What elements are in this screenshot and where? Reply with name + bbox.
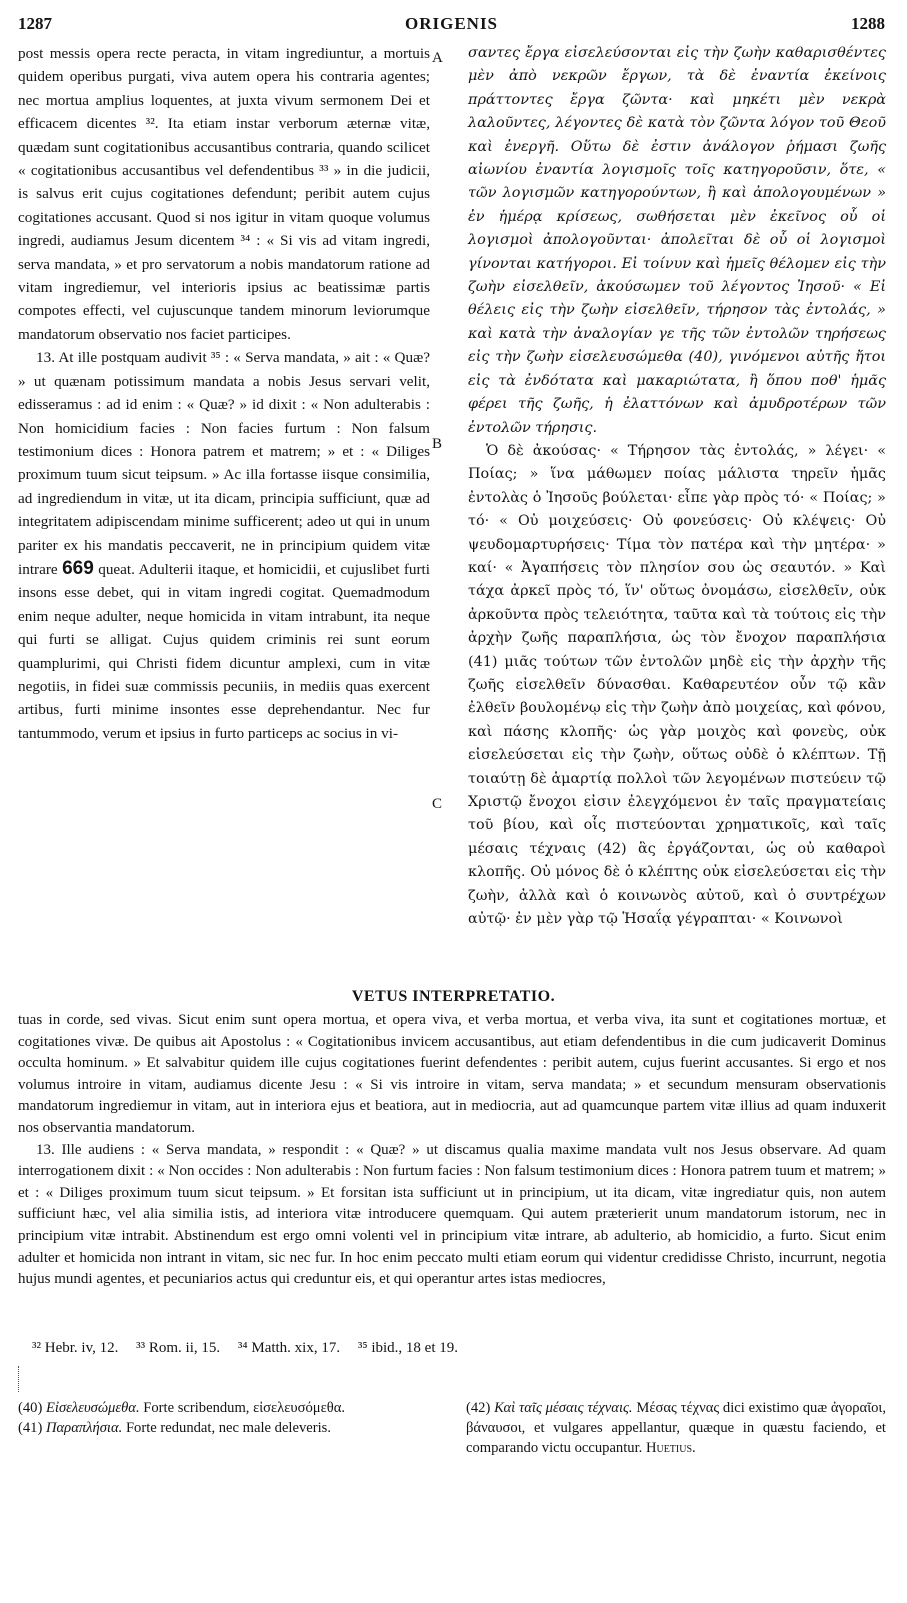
note-42-label: (42) [466,1400,491,1416]
latin-paragraph-2-end: queat. Adulterii itaque, et homicidii, et cujuslibet furti insons esse debet, qui in vitam ingredi cogitat. Quemadmodum enim neque adulter, neque homicida in vitam intrabunt, ita neque qui furti se alligat. Cujus quidem criminis rei sunt eorum quamplurimi, qui Christi fidem dicuntur amplexi, cum in vitæ negotiis, in fidei suæ commissis pecuniis, in mediis quas exercent artibus, furti minime insontes esse deprehendantur. Nec fur tantummodo, verum et ipsius in furto particeps ac socius in vi- [18,560,430,742]
latin-column [18,42,430,745]
reference-32: ³² Hebr. iv, 12. [32,1340,119,1356]
vetus-paragraph-2: 13. Ille audiens : « Serva mandata, » respondit : « Quæ? » ut discamus qualia maxime mandata vult nos Jesus observare. Ad quam interrogationem dixit : « Non occides : Non adulterabis : Non furtum facies : Non falsum testimonium dices : Honora patrem tuum et matrem; » et : « Diliges proximum tuum sicut teipsum. » Et forsitan ista sufficiunt ut in principium, ut ita dicam, vitæ ingrediatur quis, non autem sufficiunt hæc, vel alia similia istis, ad interiora vitæ introducere quemquam. Qui autem præterierit unum mandatorum istorum, nec in principium vitæ intrabit. Abstinendum est ergo omni volenti vel in principium vitæ intrare, ab adulterio, ab homicidio, a furto. Sicut enim adulter et homicida non intrant in vitam, sic nec fur. In hoc enim peccato multi etiam eorum qui videntur credidisse Christo, incurrunt, negotia hujus mundi agentes, et pecuniarios actus qui creduntur eis, et qui operantur artes istas mediocres, [18,1141,886,1288]
note-41-label: (41) [18,1420,43,1436]
margin-marker-b: B [432,436,443,452]
margin-marker-c: C [432,796,443,812]
page-header [18,14,885,38]
page-number-right: 1288 [851,14,885,33]
note-40 [18,1398,433,1418]
note-40-label: (40) [18,1400,43,1416]
vetus-paragraph-1: tuas in corde, sed vivas. Sicut enim sunt opera mortua, et opera viva, et verba mortua, et verba viva, ita sunt et cogitationes mortuæ, et cogitationes vivæ. De quibus ait Apostolus : « Cogitationibus invicem accusantibus, aut etiam defendentibus in die cum judicaverit Dominus occulta hominum. » Et salvabitur quidem ille cujus cogitationes fuerint defendentes : peribit autem, cujus fuerint accusantes. Si ergo et nos volumus introire in vitam, audiamus dicente Jesu : « Si vis introire in vitam, serva mandata; » et secundum mensuram observationis mandatorum ingrediemur in vitam, aut in interiora ejus et beatiora, aut in mediocria, aut ad quamcunque partem vitæ illius ad quam induxerit nos observantia mandatorum. [18,1012,886,1136]
reference-33: ³³ Rom. ii, 15. [136,1340,221,1356]
note-40-term: Εἰσελευσώμεθα. [45,1400,140,1416]
margin-rule [18,1366,20,1392]
vetus-interpretatio-heading: VETUS INTERPRETATIO. [351,988,556,1005]
note-41-text: Forte redundat, nec male deleveris. [125,1420,331,1436]
note-42-author: Huetius. [645,1440,696,1456]
note-40-text: Forte scribendum, εἰσελευσόμεθα. [143,1400,345,1416]
note-41-term: Παραπλήσια. [45,1420,123,1436]
reference-35: ³⁵ ibid., 18 et 19. [357,1340,458,1356]
scripture-references [32,1340,892,1357]
greek-paragraph-1: σαντες ἔργα εἰσελεύσονται εἰς τὴν ζωὴν καθαρισθέντες μὲν ἀπὸ νεκρῶν ἔργων, τὰ δὲ ἐναντία ἐκείνοις πράττοντες ἔργα ζῶντα· καὶ μηκέτι μὲν νεκρὰ λαλοῦντες, λέγοντες δὲ κατὰ τὸν ζῶντα λόγον τοῦ Θεοῦ καὶ ἐνεργῆ. Οὕτω δὲ ἐστιν ἀνάλογον ῥήμασι ζωῆς αἰωνίου ἐναντία λογισμοῖς τοῖς κατηγοροῦσιν, ὅτε, « τῶν λογισμῶν κατηγορούντων, ἢ καὶ ἀπολογουμένων » ἐν ἡμέρᾳ κρίσεως, σωθήσεται μὲν ἐκεῖνος οὗ οἱ λογισμοὶ ἀπολογοῦνται· ἀπολεῖται δὲ οὗ οἱ λογισμοὶ γίνονται κατήγοροι. Εἰ τοίνυν καὶ ἡμεῖς θέλομεν εἰς τὴν ζωὴν εἰσελθεῖν, ἀκούσωμεν τοῦ λέγοντος Ἰησοῦ· « Εἰ θέλεις εἰς τὴν ζωὴν εἰσελθεῖν, τήρησον τὰς ἐντολάς, » καὶ κατὰ τὴν ἀναλογίαν γε τῆς τῶν ἐντολῶν τηρήσεως εἰς τὴν ζωὴν εἰσελευσώμεθα (40), γινόμενοι αὐτῆς ἤτοι εἰς τὰ ἐνδότατα καὶ μακαριώτατα, ἢ ὅπου ποθ' ἡμᾶς φέρει τῆς ζωῆς, ἡ ἐλαττόνων καὶ ἀμυδροτέρων τῶν ἐντολῶν τήρησις. [468,45,886,436]
note-42 [466,1398,886,1458]
reference-34: ³⁴ Matth. xix, 17. [237,1340,341,1356]
page-number-left: 1287 [18,14,52,33]
running-title: ORIGENIS [404,14,499,33]
footnotes-right [466,1398,886,1458]
greek-column [468,42,886,931]
vetus-interpretatio-text [18,1010,886,1291]
note-41 [18,1418,433,1438]
latin-paragraph-1: post messis opera recte peracta, in vitam ingrediuntur, a mortuis quidem operibus purgati, viva autem opera his contraria agentes; nec mortua amplius loquentes, at juxta vivum sermonem Dei et efficacem dicentes ³². Ita etiam instar verborum æternæ vitæ, quædam sunt cogitationibus accusantibus contraria, quando scilicet « cogitationibus accusantibus vel defendentibus ³³ » in die judicii, is salvus erit cujus cogitationes defendunt; peribit autem cujus cogitationes accusant. Quod si nos igitur in vitam quoque volumus ingredi, audiamus Jesum dicentem ³⁴ : « Si vis ad vitam ingredi, serva mandata, » et pro servatorum a nobis mandatorum ratione ad vitam ingrediemur, vel interioris ipsius ac beatissimæ partis compotes effecti, vel cujuscunque tandem minorum leviorumque mandatorum observatio nos faciet participes. [18,45,430,343]
greek-paragraph-2: Ὁ δὲ ἀκούσας· « Τήρησον τὰς ἐντολάς, » λέγει· « Ποίας; » ἵνα μάθωμεν ποίας μάλιστα τηρεῖν ἡμᾶς ἐντολὰς ὁ Ἰησοῦς βούλεται· εἶπε γὰρ πρὸς τό· « Ποίας; » τό· « Οὐ μοιχεύσεις· Οὐ φονεύσεις· Οὐ κλέψεις· Οὐ ψευδομαρτυρήσεις· Τίμα τὸν πατέρα καὶ τὴν μητέρα· » καί· « Ἀγαπήσεις τὸν πλησίον σου ὡς σεαυτόν. » Καὶ τάχα ἀρκεῖ πρὸς τό, ἵν' οὕτως ὀνομάσω, εἰσελθεῖν, οὐκ ἀρκοῦντα πρὸς τελειότητα, ταῦτα καὶ τὰ τούτοις εἰς τὴν ἀρχὴν ζωῆς παραπλήσια, ὡς τὸν ἔνοχον παραπλήσια (41) μιᾶς τούτων τῶν ἐντολῶν μηδὲ εἰς τὴν ἀρχὴν τῆς ζωῆς εἰσελθεῖν δύνασθαι. Καθαρευτέον οὖν τῷ κἂν ἐλθεῖν βουλομένῳ εἰς τὴν ζωὴν ἀπὸ μοιχείας, καὶ φόνου, καὶ πάσης κλοπῆς· ὡς γὰρ μοιχὸς καὶ φονεὺς, οὐκ εἰσελεύσεται εἰς τὴν ζωὴν, οὕτως οὐδὲ ὁ κλέπτων. Τῇ τοιαύτῃ δὲ ἁμαρτίᾳ πολλοὶ τῶν λεγομένων πιστεύειν τῷ Χριστῷ ἔνοχοι εἰσιν ἐλεγχόμενοι ἐν ταῖς πραγματείαις τοῦ βίου, καὶ οἷς πιστεύονται χρηματικοῖς, καὶ ταῖς μέσαις τέχναις (42) ἃς ἐργάζονται, ὡς οὐ καθαροὶ κλοπῆς. Οὐ μόνος δὲ ὁ κλέπτης οὐκ εἰσελεύσεται εἰς τὴν ζωὴν, ἀλλὰ καὶ ὁ κοινωνὸς αὐτοῦ, καὶ ὁ συντρέχων αὐτῷ· ἐν μὲν γὰρ τῷ Ἡσαΐᾳ γέγραπται· « Κοινωνοὶ [468,442,886,928]
footnotes-left [18,1398,433,1438]
margin-marker-a: A [432,50,443,66]
note-42-text: Μέσας τέχνας dici existimo quæ ἀγοραῖοι, βάναυσοι, et vulgares appellantur, quæque in quæstu faciendo, et comparando victu occupantur. [466,1400,886,1456]
column-number: 669 [62,557,94,579]
latin-paragraph-2 [18,346,430,745]
latin-paragraph-2-start: 13. At ille postquam audivit ³⁵ : « Serva mandata, » ait : « Quæ? » ut quænam potissimum mandata a nobis Jesus servari velit, edisseramus : ad id enim : « Quæ? » id dixit : « Non adulterabis : Non homicidium facies : Non facies furtum : Non falsum testimonium dices : Honora patrem et matrem; » et : « Diliges proximum tuum sicut teipsum. » Ac illa fortasse iisque consimilia, ad ingrediendum in vitæ, ut ita dicam, principia sufficiunt, quæ ad integritatem adipiscendam minime sufficerent; adeo ut qui in unum pariter ex his mandatis peccaverit, ne in principium quidem vitæ intrare [18,349,430,578]
note-42-term: Καὶ ταῖς μέσαις τέχναις. [494,1400,633,1416]
